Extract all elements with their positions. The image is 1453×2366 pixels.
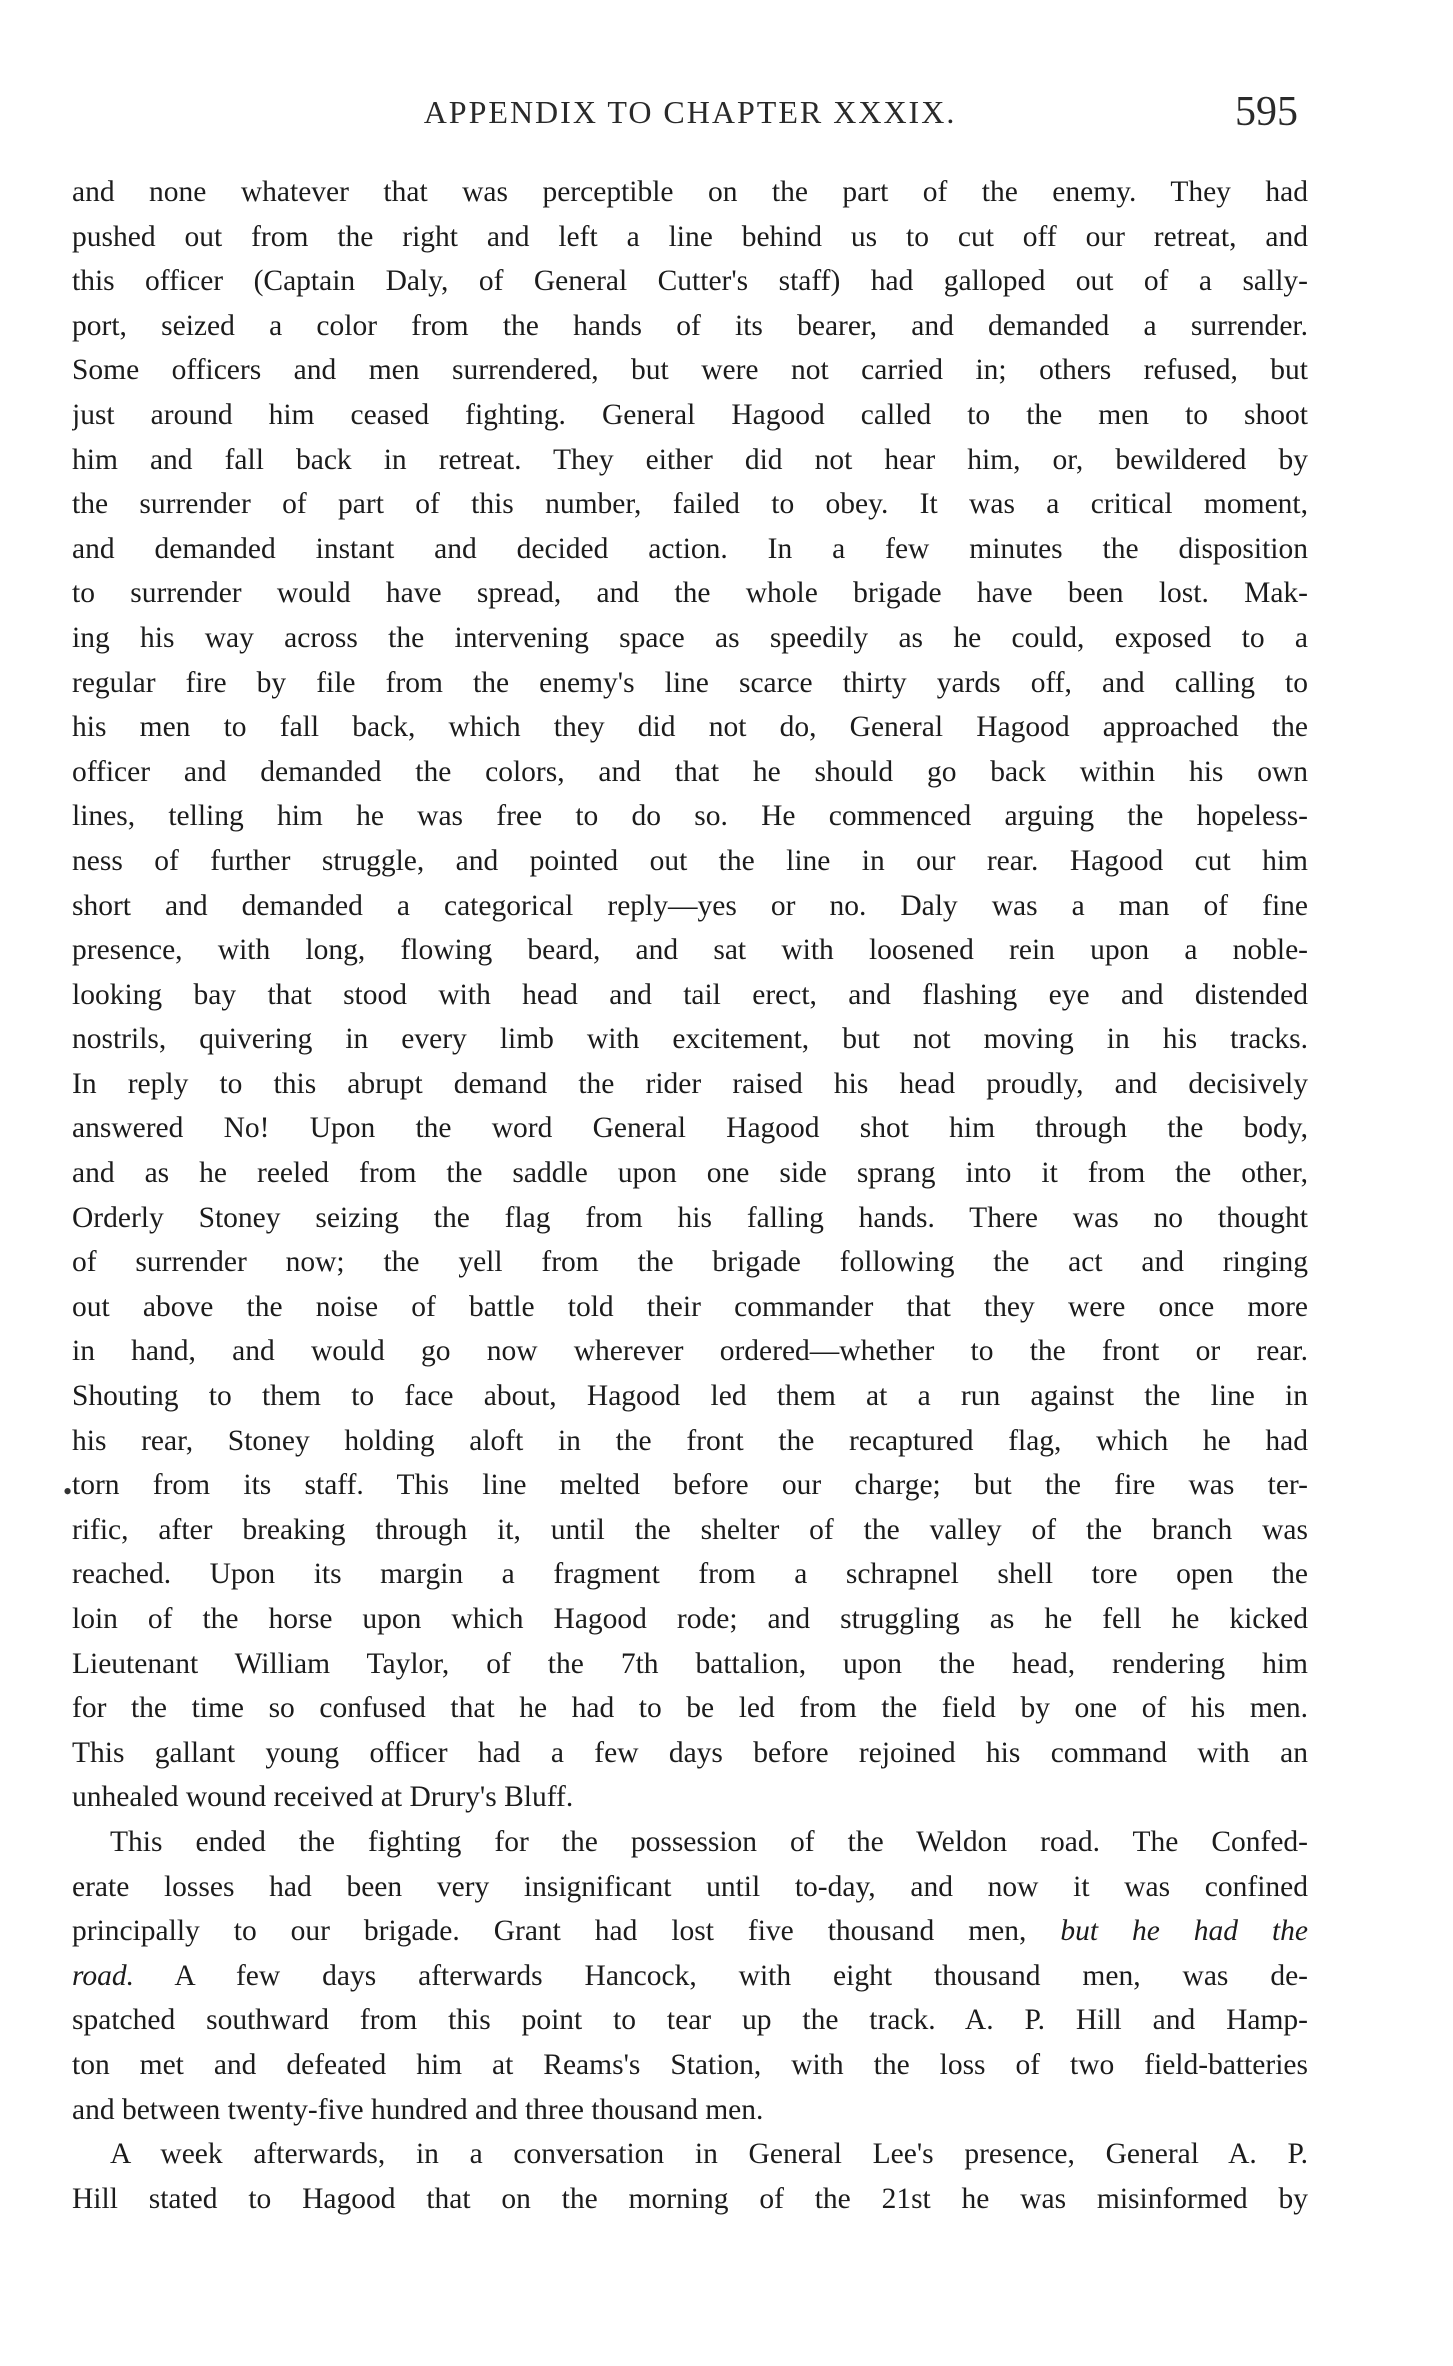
text-line: lines, telling him he was free to do so. He commenced arguing the hopeless- — [72, 800, 1308, 833]
text-line: erate losses had been very insignificant until to-day, and now it was confined — [72, 1870, 1308, 1903]
text-line: nostrils, quivering in every limb with excitement, but not moving in his tracks. — [72, 1023, 1308, 1056]
text-line: this officer (Captain Daly, of General Cutter's staff) had galloped out of a sally- — [72, 265, 1308, 298]
text-line: rific, after breaking through it, until the shelter of the valley of the branch was — [72, 1513, 1308, 1546]
text-line: for the time so confused that he had to be led from the field by one of his men. — [72, 1692, 1308, 1725]
text-line: presence, with long, flowing beard, and sat with loosened rein upon a noble- — [72, 934, 1308, 967]
text-line: spatched southward from this point to tear up the track. A. P. Hill and Hamp- — [72, 2004, 1308, 2037]
text-line: to surrender would have spread, and the whole brigade have been lost. Mak- — [72, 577, 1308, 610]
text-line: his men to fall back, which they did not do, General Hagood approached the — [72, 711, 1308, 744]
text-line: officer and demanded the colors, and that he should go back within his own — [72, 755, 1308, 788]
text-line: This gallant young officer had a few days before rejoined his command with an — [72, 1736, 1308, 1769]
text-line: port, seized a color from the hands of its bearer, and demanded a surrender. — [72, 309, 1308, 342]
text-line: unhealed wound received at Drury's Bluff. — [72, 1781, 574, 1814]
text-line: torn from its staff. This line melted before our charge; but the fire was ter- — [72, 1469, 1308, 1502]
text-line: Orderly Stoney seizing the flag from his falling hands. There was no thought — [72, 1201, 1308, 1234]
page-number: 595 — [1235, 89, 1298, 135]
text-line: out above the noise of battle told their commander that they were once more — [72, 1290, 1308, 1323]
text-line: looking bay that stood with head and tail erect, and flashing eye and distended — [72, 978, 1308, 1011]
text-line: and demanded instant and decided action. In a few minutes the disposition — [72, 532, 1308, 565]
text-line — [72, 1909, 1308, 1954]
text-line: and between twenty-five hundred and three thousand men. — [72, 2093, 764, 2126]
text-line: ing his way across the intervening space as speedily as he could, exposed to a — [72, 621, 1308, 654]
margin-mark: • — [63, 1477, 73, 1506]
text-line: In reply to this abrupt demand the rider raised his head proudly, and decisively — [72, 1067, 1308, 1100]
text-line: ton met and defeated him at Reams's Station, with the loss of two field-batteries — [72, 2048, 1308, 2081]
italic-phrase: road. — [72, 1959, 135, 1992]
text-line: and as he reeled from the saddle upon one side sprang into it from the other, — [72, 1157, 1308, 1190]
text-fragment: A few days afterwards Hancock, with eight thousand men, was de- — [174, 1959, 1308, 1992]
text-line: A week afterwards, in a conversation in General Lee's presence, General A. P. — [110, 2138, 1308, 2171]
text-line: short and demanded a categorical reply—yes or no. Daly was a man of fine — [72, 889, 1308, 922]
text-line: This ended the fighting for the possession of the Weldon road. The Confed- — [110, 1825, 1308, 1858]
text-line: Some officers and men surrendered, but were not carried in; others refused, but — [72, 354, 1308, 387]
text-line: him and fall back in retreat. They either did not hear him, or, bewildered by — [72, 443, 1308, 476]
text-line: ness of further struggle, and pointed out the line in our rear. Hagood cut him — [72, 844, 1308, 877]
text-line: in hand, and would go now wherever ordered—whether to the front or rear. — [72, 1335, 1308, 1368]
text-line: Lieutenant William Taylor, of the 7th battalion, upon the head, rendering him — [72, 1647, 1308, 1680]
text-line: answered No! Upon the word General Hagood shot him through the body, — [72, 1112, 1308, 1145]
running-title: APPENDIX TO CHAPTER XXXIX. — [423, 94, 957, 130]
text-line: Hill stated to Hagood that on the morning of the 21st he was misinformed by — [72, 2182, 1308, 2215]
text-line: his rear, Stoney holding aloft in the front the recaptured flag, which he had — [72, 1424, 1308, 1457]
text-line: regular fire by file from the enemy's line scarce thirty yards off, and calling to — [72, 666, 1308, 699]
text-line — [72, 1954, 1308, 1999]
body-text — [72, 170, 1308, 2221]
running-head — [72, 88, 1308, 144]
text-line: pushed out from the right and left a line behind us to cut off our retreat, and — [72, 220, 1308, 253]
text-line: and none whatever that was perceptible on the part of the enemy. They had — [72, 176, 1308, 208]
text-line: reached. Upon its margin a fragment from a schrapnel shell tore open the — [72, 1558, 1308, 1591]
text-line: the surrender of part of this number, failed to obey. It was a critical moment, — [72, 488, 1308, 521]
text-line: just around him ceased fighting. General Hagood called to the men to shoot — [72, 398, 1308, 431]
text-fragment: principally to our brigade. Grant had lost five thousand men, — [72, 1915, 1027, 1948]
italic-phrase: but he had the — [1060, 1915, 1308, 1948]
text-line: of surrender now; the yell from the brigade following the act and ringing — [72, 1246, 1308, 1279]
text-line: loin of the horse upon which Hagood rode; and struggling as he fell he kicked — [72, 1603, 1308, 1635]
text-line: Shouting to them to face about, Hagood led them at a run against the line in — [72, 1380, 1308, 1413]
